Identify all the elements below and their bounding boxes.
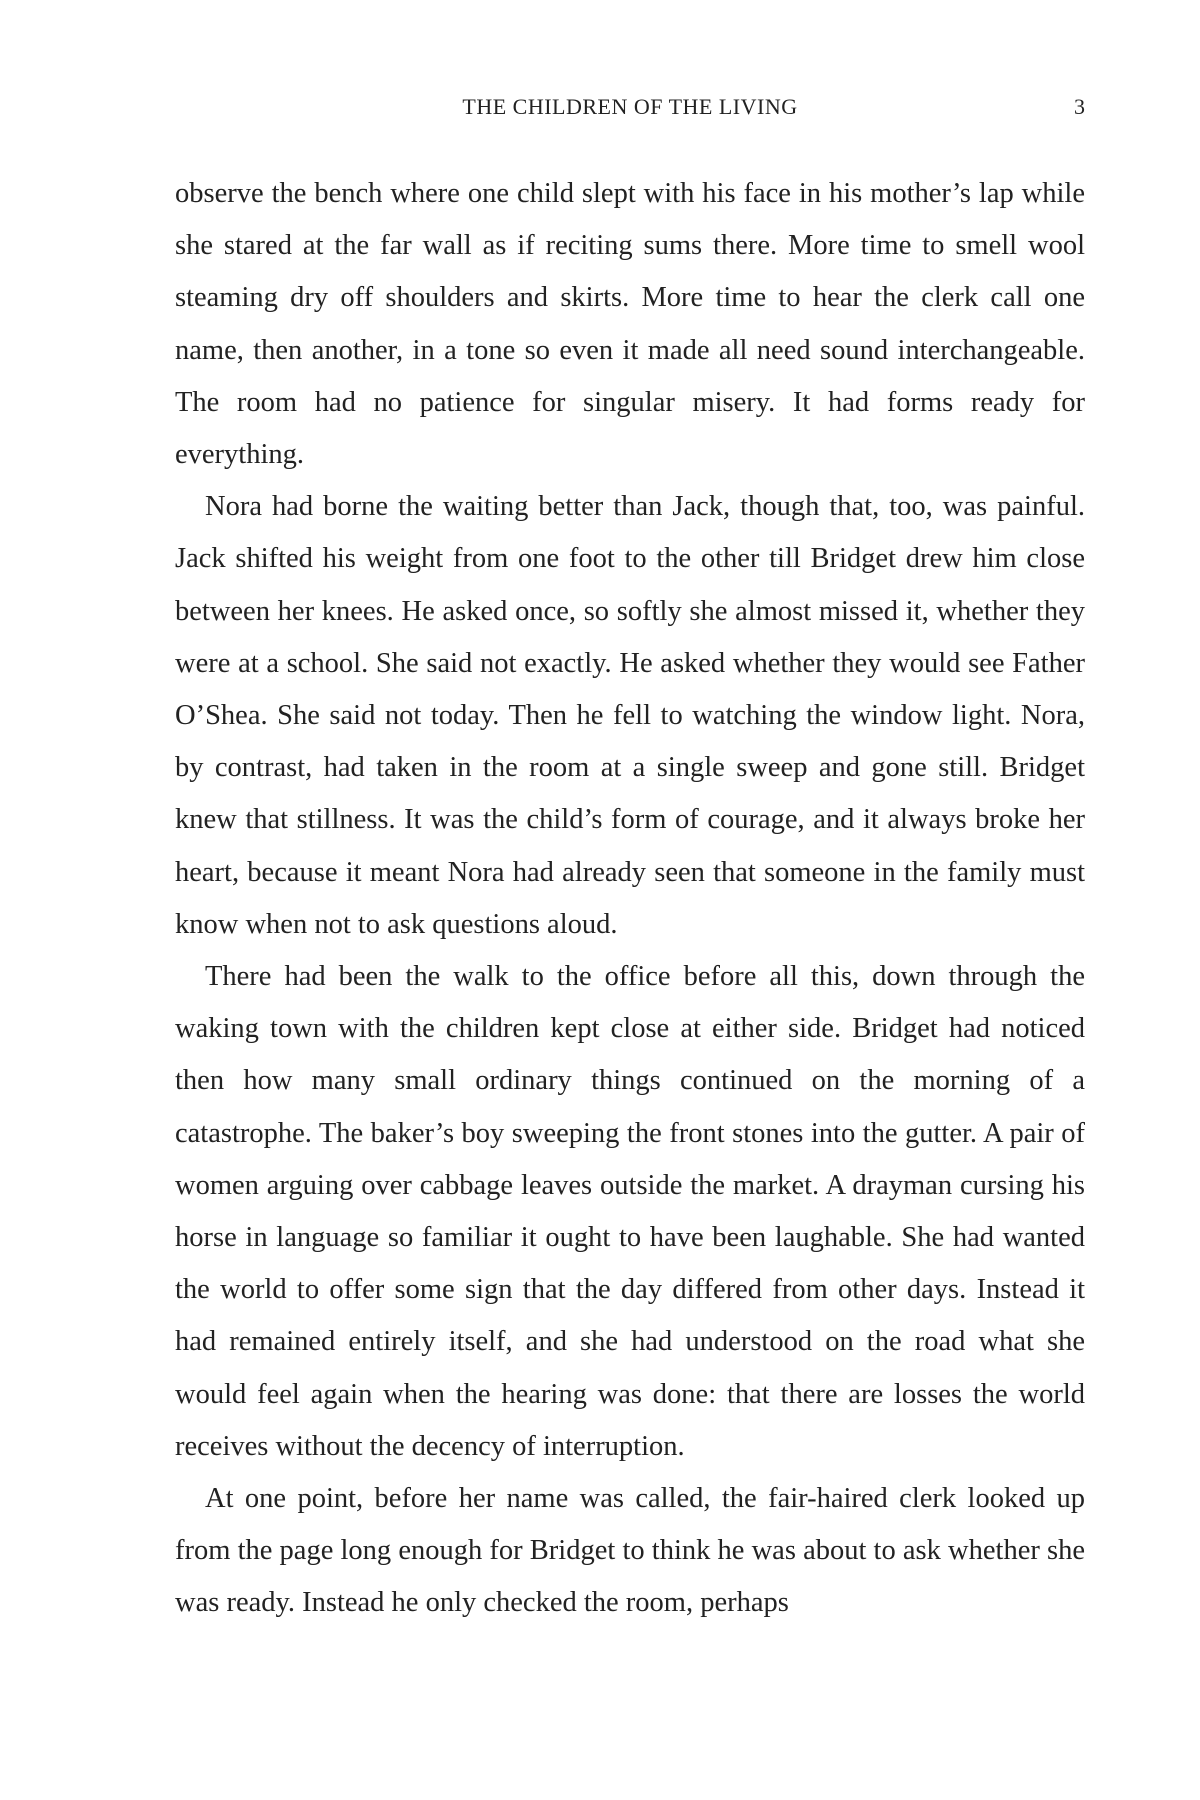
paragraph-clerk-looked-up: At one point, before her name was called, the fair-haired clerk looked up from the page long enough for Bridget to think he was about to ask whether she was ready. Instead he only checked the room, perhaps <box>175 1483 1085 1619</box>
paragraph-nora-waiting: Nora had borne the waiting better than Jack, though that, too, was painful. Jack shifted his weight from one foot to the other till Bridget drew him close between her knees. He asked once, so softly she almost missed it, whether they were at a school. She said not exactly. He asked whether they would see Father O’Shea. She said not today. Then he fell to watching the window light. Nora, by contrast, had taken in the room at a single sweep and gone still. Bridget knew that stillness. It was the child’s form of courage, and it always broke her heart, because it meant Nora had already seen that someone in the family must know when not to ask questions aloud. <box>175 491 1085 940</box>
running-head <box>175 92 1085 122</box>
paragraph-continued: observe the bench where one child slept with his face in his mother’s lap while she stared at the far wall as if reciting sums there. More time to smell wool steaming dry off shoulders and skirts. More time to hear the clerk call one name, then another, in a tone so even it made all need sound interchangeable. The room had no patience for singular misery. It had forms ready for everything. <box>175 178 1085 471</box>
page-number: 3 <box>1074 94 1085 119</box>
paragraph-walk-to-office: There had been the walk to the office before all this, down through the waking town with the children kept close at either side. Bridget had noticed then how many small ordinary things continued on the morning of a catastrophe. The baker’s boy sweeping the front stones into the gutter. A pair of women arguing over cabbage leaves outside the market. A drayman cursing his horse in language so familiar it ought to have been laughable. She had wanted the world to offer some sign that the day differed from other days. Instead it had remained entirely itself, and she had understood on the road what she would feel again when the hearing was done: that there are losses the world receives without the decency of interruption. <box>175 961 1085 1462</box>
body-text <box>175 168 1085 1788</box>
running-title: THE CHILDREN OF THE LIVING <box>462 94 798 119</box>
